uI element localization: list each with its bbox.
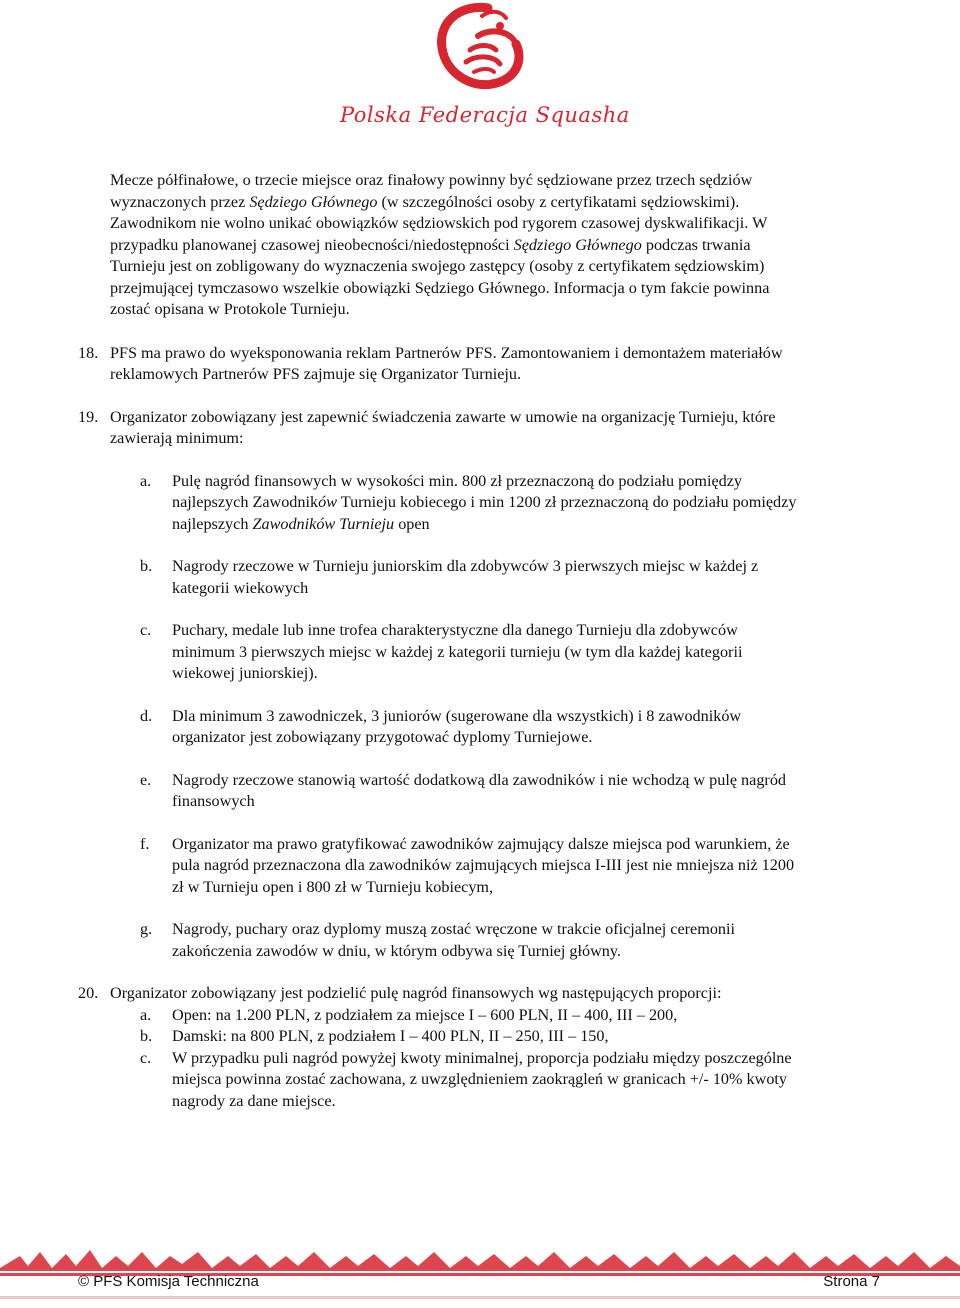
squash-figure-icon <box>340 0 625 105</box>
text-line: Puchary, medale lub inne trofea charakterystyczne dla danego Turnieju dla zdobywców <box>172 621 738 639</box>
text-line: najlepszych Zawodnik <box>172 493 319 511</box>
sub-item-text <box>172 1005 677 1027</box>
text-italic: Sędziego Głównego <box>249 192 378 211</box>
list-item-text <box>110 983 721 1005</box>
text-line: kategorii wiekowych <box>172 578 309 597</box>
sub-item-text <box>172 1048 792 1113</box>
sub-item-b <box>140 1026 900 1048</box>
text-line: reklamowych Partnerów PFS zajmuje się Organizator Turnieju. <box>110 365 522 383</box>
text-line: wyznaczonych przez <box>110 192 250 211</box>
sub-item-text <box>172 919 735 962</box>
text-line: Organizator zobowiązany jest podzielić pulę nagród finansowych wg następujących proporcji: <box>110 984 722 1002</box>
logo-text: Polska Federacja Squasha <box>340 103 630 127</box>
sub-item-e <box>140 770 900 813</box>
text-line: miejsca powinna zostać zachowana, z uwzględnieniem zaokrągleń w granicach +/- 10% kwoty <box>172 1070 788 1088</box>
sub-item-a <box>140 471 900 536</box>
sub-letter: g. <box>140 920 153 938</box>
text-line: PFS ma prawo do wyeksponowania reklam Partnerów PFS. Zamontowaniem i demontażem materiałów <box>110 343 783 362</box>
page-number: Strona 7 <box>823 1273 880 1290</box>
text-line: zł w Turnieju open i 800 zł w Turnieju kobiecym, <box>172 877 494 896</box>
sub-letter: e. <box>140 770 152 789</box>
sub-item-text <box>172 1026 609 1048</box>
text-line: Nagrody, puchary oraz dyplomy muszą zostać wręczone w trakcie oficjalnej ceremonii <box>172 920 736 938</box>
text-line: przejmującej tymczasowo wszelkie obowiązki Sędziego Głównego. Informacja o tym fakcie powinna <box>110 278 770 297</box>
sub-letter: f. <box>140 834 150 853</box>
text-line: Nagrody rzeczowe stanowią wartość dodatkową dla zawodników i nie wchodzą w pulę nagród <box>172 770 787 789</box>
sub-letter: b. <box>140 557 153 575</box>
sub-letter: c. <box>140 1048 152 1067</box>
sub-letter: b. <box>140 1027 153 1045</box>
text-line: zostać opisana w Protokole Turnieju. <box>110 300 350 318</box>
text-line: Open: na 1.200 PLN, z podziałem za miejsce I – 600 PLN, II – 400, III – 200, <box>172 1005 678 1024</box>
text-line: Dla minimum 3 zawodniczek, 3 juniorów (sugerowane dla wszystkich) i 8 zawodników <box>172 706 742 725</box>
text-line: Damski: na 800 PLN, z podziałem I – 400 PLN, II – 250, III – 150, <box>172 1027 609 1045</box>
text-italic: Zawodników Turnieju <box>252 514 395 533</box>
list-item-text <box>110 343 783 386</box>
text-line: pula nagród przeznaczona dla zawodników zajmujących miejsca I-III jest nie mniejsza niż 1200 <box>172 856 795 874</box>
sub-letter: c. <box>140 621 152 639</box>
pfs-logo <box>340 0 630 150</box>
footer-copyright: © PFS Komisja Techniczna <box>78 1273 259 1290</box>
text-line: wiekowej juniorskiej). <box>172 664 318 682</box>
list-number: 18. <box>78 343 99 362</box>
sub-letter: d. <box>140 706 153 725</box>
sub-item-text <box>172 471 796 536</box>
sub-item-f <box>140 834 900 899</box>
text-italic: Sędziego Głównego <box>513 235 642 254</box>
intro-paragraph <box>110 170 900 321</box>
document-body <box>78 170 900 1112</box>
text-line: W przypadku puli nagród powyżej kwoty minimalnej, proporcja podziału między poszczególne <box>172 1048 792 1067</box>
text-line: Pulę nagród finansowych w wysokości min. 800 zł przeznaczoną do podziału pomiędzy <box>172 471 743 490</box>
text-line: Organizator zobowiązany jest zapewnić świadczenia zawarte w umowie na organizację Turnieju, które <box>110 407 776 426</box>
text-line: podczas trwania <box>641 235 751 254</box>
page-footer <box>78 1271 880 1293</box>
text-line: Mecze półfinałowe, o trzecie miejsce oraz finałowy powinny być sędziowane przez trzech sędziów <box>110 171 753 189</box>
sub-item-text <box>172 706 741 749</box>
sub-item-text <box>172 556 758 599</box>
list-item-20 <box>78 983 900 1005</box>
sub-item-d <box>140 706 900 749</box>
list-item-19 <box>78 407 900 450</box>
text-line: Zawodnikom nie wolno unikać obowiązków sędziowskich pod rygorem czasowej dyskwalifikacji. W <box>110 214 768 232</box>
text-italic: ów <box>318 493 337 511</box>
sub-item-b <box>140 556 900 599</box>
sub-item-c <box>140 1048 900 1113</box>
text-line: Nagrody rzeczowe w Turnieju juniorskim dla zdobywców 3 pierwszych miejsc w każdej z <box>172 557 759 575</box>
list-item-18 <box>78 343 900 386</box>
sub-item-g <box>140 919 900 962</box>
sub-letter: a. <box>140 471 152 490</box>
text-line: minimum 3 pierwszych miejsc w każdej z kategorii turnieju (w tym dla każdej kategorii <box>172 642 743 661</box>
text-line: finansowych <box>172 792 255 810</box>
sub-letter: a. <box>140 1005 152 1024</box>
text-line: Organizator ma prawo gratyfikować zawodników zajmujący dalsze miejsca pod warunkiem, że <box>172 834 790 853</box>
sub-item-c <box>140 620 900 685</box>
sub-item-a <box>140 1005 900 1027</box>
text-line: najlepszych <box>172 514 253 533</box>
text-line: open <box>394 514 430 533</box>
sub-item-text <box>172 620 742 685</box>
text-line: Turnieju kobiecego i min 1200 zł przeznaczoną do podziału pomiędzy <box>337 493 797 511</box>
text-line: nagrody za dane miejsce. <box>172 1091 336 1110</box>
text-line: Turnieju jest on zobligowany do wyznaczenia swojego zastępcy (osoby z certyfikatem sędziowskim) <box>110 257 765 275</box>
text-line: (w szczególności osoby z certyfikatami sędziowskimi). <box>377 192 740 211</box>
list-number: 20. <box>78 984 99 1002</box>
text-line: zakończenia zawodów w dniu, w którym odbywa się Turniej główny. <box>172 941 621 960</box>
footer-divider <box>0 1296 960 1299</box>
text-line: przypadku planowanej czasowej nieobecności/niedostępności <box>110 235 514 254</box>
sub-item-text <box>172 834 794 899</box>
sub-item-text <box>172 770 786 813</box>
text-line: organizator jest zobowiązany przygotować dyplomy Turniejowe. <box>172 728 593 746</box>
text-line: zawierają minimum: <box>110 429 244 447</box>
list-number: 19. <box>78 407 99 426</box>
list-item-text <box>110 407 776 450</box>
